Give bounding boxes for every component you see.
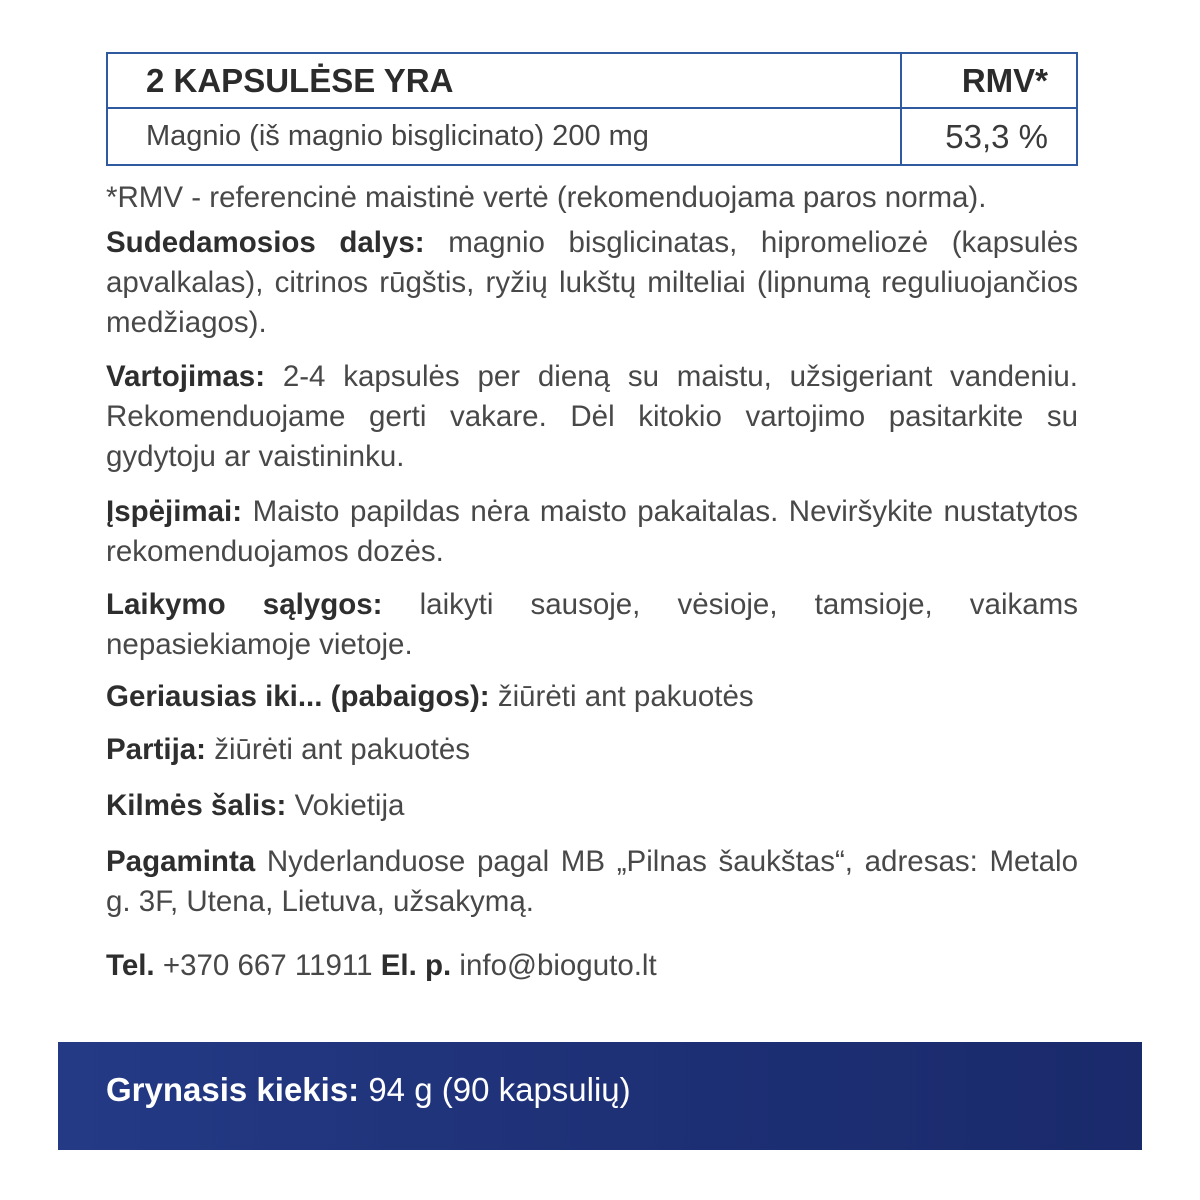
origin-text: Vokietija (286, 789, 405, 822)
footnote (106, 178, 1078, 218)
batch-label: Partija: (106, 733, 207, 766)
footnote-label: *RMV - (106, 181, 202, 214)
ingredients-text: magnio bisglicinatas, hipromeliozė (kapsulės apvalkalas), citrinos rūgštis, ryžių lukštų milteliai (lipnumą reguliuojančios medžiagos). (106, 226, 1078, 339)
nutrition-table-header (107, 53, 1077, 108)
net-quantity-value: 94 g (90 kapsulių) (359, 1071, 631, 1108)
usage-paragraph (106, 357, 1078, 477)
batch-text: žiūrėti ant pakuotės (206, 733, 471, 766)
table-row-nutrient: Magnio (iš magnio bisglicinato) 200 mg (107, 108, 901, 165)
storage-label: Laikymo sąlygos: (106, 588, 383, 621)
origin-label: Kilmės šalis: (106, 789, 287, 822)
table-header-right: RMV* (901, 53, 1077, 108)
storage-text: laikyti sausoje, vėsioje, tamsioje, vaikams nepasiekiamoje vietoje. (106, 588, 1078, 661)
ingredients-label: Sudedamosios dalys: (106, 226, 425, 259)
net-quantity-bar (58, 1042, 1142, 1150)
manufacturer-text: Nyderlanduose pagal MB „Pilnas šaukštas“, adresas: Metalo g. 3F, Utena, Lietuva, užsakymą. (106, 845, 1078, 918)
phone-label: Tel. (106, 949, 155, 982)
best-before-label: Geriausias iki... (pabaigos): (106, 680, 490, 713)
phone-number: +370 667 11911 (154, 949, 381, 982)
warnings-text: Maisto papildas nėra maisto pakaitalas. Neviršykite nustatytos rekomenduojamos dozės. (106, 495, 1078, 568)
footnote-text: referencinė maistinė vertė (rekomenduojama paros norma). (201, 181, 987, 214)
best-before-text: žiūrėti ant pakuotės (489, 680, 754, 713)
storage-paragraph (106, 585, 1078, 665)
net-quantity (106, 1070, 631, 1110)
warnings-paragraph (106, 492, 1078, 572)
origin-line (106, 786, 1078, 826)
nutrition-table (106, 52, 1078, 166)
ingredients-paragraph (106, 223, 1078, 343)
email-address: info@bioguto.lt (451, 949, 657, 982)
contacts-line (106, 946, 1078, 986)
usage-text: 2-4 kapsulės per dieną su maistu, užsigeriant vandeniu. Rekomenduojame gerti vakare. Dėl kitokio vartojimo pasitarkite su gydytoju ar vaistininku. (106, 360, 1078, 473)
table-header-left: 2 KAPSULĖSE YRA (107, 53, 901, 108)
warnings-label: Įspėjimai: (106, 495, 243, 528)
net-quantity-label: Grynasis kiekis: (106, 1071, 360, 1108)
manufacturer-label: Pagaminta (106, 845, 256, 878)
batch-line (106, 730, 1078, 770)
manufacturer-paragraph (106, 842, 1078, 922)
usage-label: Vartojimas: (106, 360, 266, 393)
table-row (107, 108, 1077, 165)
email-label: El. p. (380, 949, 452, 982)
best-before-line (106, 677, 1078, 717)
table-row-rmv-value: 53,3 % (901, 108, 1077, 165)
